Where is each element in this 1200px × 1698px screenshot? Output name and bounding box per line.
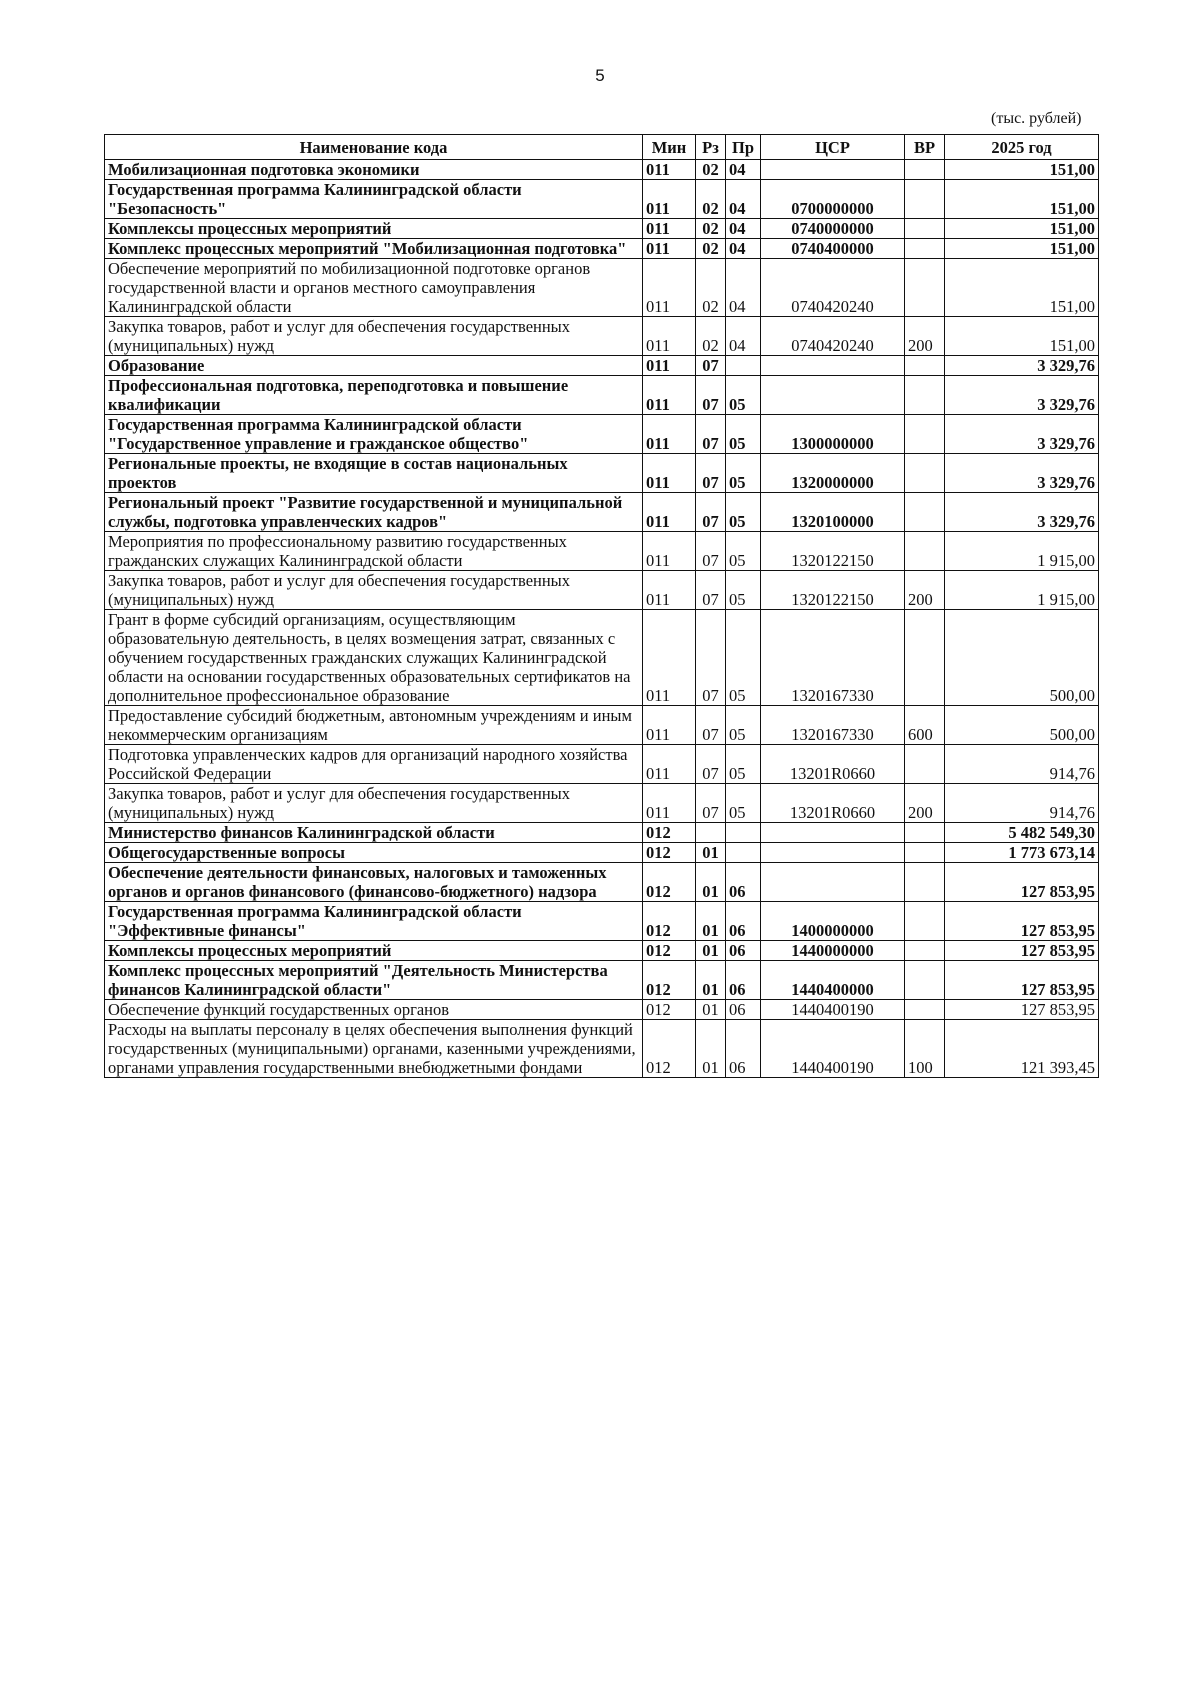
table-row [105,843,1099,863]
cell-min: 011 [643,493,696,532]
cell-vr [905,863,945,902]
cell-rz: 01 [696,961,726,1000]
cell-min: 011 [643,219,696,239]
table-row [105,941,1099,961]
cell-name: Образование [105,356,643,376]
table-header-row [105,135,1099,160]
cell-csr: 1320122150 [761,571,905,610]
cell-name: Комплексы процессных мероприятий [105,941,643,961]
cell-min: 012 [643,1000,696,1020]
cell-vr [905,356,945,376]
cell-vr [905,610,945,706]
table-row [105,219,1099,239]
table-body [105,160,1099,1078]
budget-table [104,134,1099,1078]
cell-vr [905,454,945,493]
cell-name: Закупка товаров, работ и услуг для обеспечения государственных (муниципальных) нужд [105,571,643,610]
cell-name: Подготовка управленческих кадров для организаций народного хозяйства Российской Федерации [105,745,643,784]
cell-name: Министерство финансов Калининградской области [105,823,643,843]
cell-csr: 1400000000 [761,902,905,941]
cell-amount: 127 853,95 [945,1000,1099,1020]
cell-pr: 05 [726,376,761,415]
table-row [105,317,1099,356]
cell-pr: 06 [726,1000,761,1020]
cell-rz: 01 [696,1020,726,1078]
cell-rz: 01 [696,1000,726,1020]
cell-csr: 1440400000 [761,961,905,1000]
cell-pr: 05 [726,745,761,784]
cell-vr: 200 [905,784,945,823]
cell-csr: 0740420240 [761,259,905,317]
cell-name: Мероприятия по профессиональному развитию государственных гражданских служащих Калининградской области [105,532,643,571]
cell-name: Грант в форме субсидий организациям, осуществляющим образовательную деятельность, в целях возмещения затрат, связанных с обучением государственных гражданских служащих Калининградской области на основании государственных образовательных сертификатов на дополнительное профессиональное образование [105,610,643,706]
cell-csr: 1300000000 [761,415,905,454]
cell-rz: 07 [696,493,726,532]
cell-rz: 07 [696,571,726,610]
cell-vr [905,843,945,863]
cell-min: 011 [643,415,696,454]
header-min: Мин [643,135,696,160]
cell-rz: 02 [696,239,726,259]
cell-rz: 01 [696,843,726,863]
cell-min: 012 [643,941,696,961]
cell-csr [761,160,905,180]
page-number: 5 [595,66,605,85]
cell-name: Комплексы процессных мероприятий [105,219,643,239]
cell-min: 012 [643,961,696,1000]
cell-rz: 07 [696,745,726,784]
table-row [105,902,1099,941]
cell-amount: 127 853,95 [945,902,1099,941]
cell-pr: 05 [726,706,761,745]
cell-name: Государственная программа Калининградской области "Безопасность" [105,180,643,219]
cell-min: 012 [643,863,696,902]
table-row [105,823,1099,843]
cell-csr: 1440400190 [761,1020,905,1078]
table-row [105,532,1099,571]
cell-name: Комплекс процессных мероприятий "Деятельность Министерства финансов Калининградской области" [105,961,643,1000]
table-row [105,784,1099,823]
cell-rz [696,823,726,843]
cell-name: Комплекс процессных мероприятий "Мобилизационная подготовка" [105,239,643,259]
cell-min: 011 [643,376,696,415]
cell-vr: 200 [905,571,945,610]
cell-pr: 05 [726,532,761,571]
cell-csr: 0700000000 [761,180,905,219]
cell-csr: 1320167330 [761,706,905,745]
cell-pr: 06 [726,941,761,961]
cell-pr: 05 [726,415,761,454]
cell-min: 011 [643,532,696,571]
table-row [105,454,1099,493]
cell-rz: 07 [696,532,726,571]
cell-min: 011 [643,610,696,706]
cell-pr: 04 [726,259,761,317]
cell-name: Региональный проект "Развитие государственной и муниципальной службы, подготовка управленческих кадров" [105,493,643,532]
cell-amount: 151,00 [945,259,1099,317]
cell-vr [905,259,945,317]
cell-csr: 1320000000 [761,454,905,493]
cell-csr [761,376,905,415]
cell-name: Государственная программа Калининградской области "Государственное управление и гражданское общество" [105,415,643,454]
cell-amount: 914,76 [945,745,1099,784]
cell-csr [761,863,905,902]
cell-name: Предоставление субсидий бюджетным, автономным учреждениям и иным некоммерческим организациям [105,706,643,745]
cell-vr: 200 [905,317,945,356]
cell-vr [905,239,945,259]
cell-pr: 04 [726,219,761,239]
cell-pr: 06 [726,1020,761,1078]
cell-name: Государственная программа Калининградской области "Эффективные финансы" [105,902,643,941]
cell-pr: 06 [726,902,761,941]
table-row [105,610,1099,706]
cell-pr [726,356,761,376]
cell-amount: 3 329,76 [945,454,1099,493]
cell-min: 011 [643,160,696,180]
cell-pr: 05 [726,610,761,706]
cell-min: 011 [643,454,696,493]
cell-csr: 1320122150 [761,532,905,571]
header-pr: Пр [726,135,761,160]
table-row [105,706,1099,745]
cell-amount: 3 329,76 [945,415,1099,454]
cell-amount: 151,00 [945,180,1099,219]
cell-pr: 04 [726,239,761,259]
table-row [105,961,1099,1000]
cell-pr: 05 [726,784,761,823]
cell-csr: 1320100000 [761,493,905,532]
cell-amount: 1 773 673,14 [945,843,1099,863]
cell-rz: 02 [696,317,726,356]
cell-name: Региональные проекты, не входящие в состав национальных проектов [105,454,643,493]
cell-csr [761,823,905,843]
cell-vr [905,376,945,415]
cell-min: 012 [643,823,696,843]
cell-rz: 07 [696,454,726,493]
cell-vr [905,823,945,843]
cell-min: 011 [643,239,696,259]
cell-csr: 13201R0660 [761,745,905,784]
cell-min: 011 [643,745,696,784]
cell-pr: 04 [726,317,761,356]
cell-amount: 3 329,76 [945,356,1099,376]
cell-rz: 02 [696,160,726,180]
cell-vr [905,180,945,219]
cell-vr [905,415,945,454]
cell-min: 011 [643,571,696,610]
cell-vr: 600 [905,706,945,745]
cell-amount: 127 853,95 [945,863,1099,902]
table-row [105,160,1099,180]
cell-pr: 06 [726,961,761,1000]
cell-pr: 06 [726,863,761,902]
cell-vr: 100 [905,1020,945,1078]
header-name: Наименование кода [105,135,643,160]
cell-min: 011 [643,259,696,317]
table-row [105,571,1099,610]
table-row [105,415,1099,454]
cell-vr [905,941,945,961]
units-label: (тыс. рублей) [991,110,1082,127]
cell-csr [761,843,905,863]
cell-name: Общегосударственные вопросы [105,843,643,863]
header-csr: ЦСР [761,135,905,160]
cell-amount: 5 482 549,30 [945,823,1099,843]
cell-pr: 04 [726,180,761,219]
cell-amount: 500,00 [945,610,1099,706]
cell-rz: 01 [696,941,726,961]
table-row [105,745,1099,784]
cell-pr: 04 [726,160,761,180]
cell-csr: 1320167330 [761,610,905,706]
cell-vr [905,1000,945,1020]
cell-name: Обеспечение мероприятий по мобилизационной подготовке органов государственной власти и органов местного самоуправления Калининградской области [105,259,643,317]
cell-amount: 151,00 [945,219,1099,239]
cell-vr [905,902,945,941]
cell-name: Обеспечение деятельности финансовых, налоговых и таможенных органов и органов финансового (финансово-бюджетного) надзора [105,863,643,902]
cell-csr: 0740400000 [761,239,905,259]
cell-amount: 3 329,76 [945,493,1099,532]
cell-amount: 1 915,00 [945,532,1099,571]
cell-vr [905,160,945,180]
cell-vr [905,493,945,532]
cell-amount: 3 329,76 [945,376,1099,415]
cell-min: 011 [643,706,696,745]
cell-amount: 1 915,00 [945,571,1099,610]
cell-rz: 07 [696,415,726,454]
cell-min: 012 [643,843,696,863]
cell-pr: 05 [726,571,761,610]
table-row [105,356,1099,376]
table-row [105,376,1099,415]
header-rz: Рз [696,135,726,160]
cell-rz: 02 [696,219,726,239]
cell-rz: 07 [696,784,726,823]
cell-name: Закупка товаров, работ и услуг для обеспечения государственных (муниципальных) нужд [105,317,643,356]
table-row [105,1020,1099,1078]
cell-amount: 127 853,95 [945,941,1099,961]
cell-min: 012 [643,1020,696,1078]
cell-name: Закупка товаров, работ и услуг для обеспечения государственных (муниципальных) нужд [105,784,643,823]
cell-csr: 13201R0660 [761,784,905,823]
cell-csr: 1440400190 [761,1000,905,1020]
table-row [105,863,1099,902]
cell-csr: 0740420240 [761,317,905,356]
table-row [105,180,1099,219]
cell-csr: 1440000000 [761,941,905,961]
cell-name: Профессиональная подготовка, переподготовка и повышение квалификации [105,376,643,415]
cell-vr [905,745,945,784]
cell-vr [905,532,945,571]
cell-min: 011 [643,317,696,356]
cell-amount: 500,00 [945,706,1099,745]
cell-name: Расходы на выплаты персоналу в целях обеспечения выполнения функций государственных (муниципальными) органами, казенными учреждениями, органами управления государственными внебюджетными фондами [105,1020,643,1078]
cell-rz: 07 [696,376,726,415]
cell-rz: 02 [696,259,726,317]
cell-csr: 0740000000 [761,219,905,239]
table-row [105,1000,1099,1020]
cell-pr [726,843,761,863]
cell-pr: 05 [726,454,761,493]
cell-min: 012 [643,902,696,941]
table-row [105,259,1099,317]
cell-amount: 151,00 [945,239,1099,259]
cell-min: 011 [643,180,696,219]
cell-amount: 914,76 [945,784,1099,823]
cell-csr [761,356,905,376]
table-row [105,239,1099,259]
cell-pr [726,823,761,843]
cell-rz: 02 [696,180,726,219]
cell-min: 011 [643,784,696,823]
header-amount: 2025 год [945,135,1099,160]
cell-amount: 127 853,95 [945,961,1099,1000]
cell-pr: 05 [726,493,761,532]
cell-amount: 121 393,45 [945,1020,1099,1078]
cell-amount: 151,00 [945,317,1099,356]
cell-min: 011 [643,356,696,376]
cell-vr [905,219,945,239]
table-row [105,493,1099,532]
cell-rz: 07 [696,356,726,376]
cell-rz: 01 [696,902,726,941]
header-vr: ВР [905,135,945,160]
cell-vr [905,961,945,1000]
cell-name: Мобилизационная подготовка экономики [105,160,643,180]
cell-rz: 07 [696,610,726,706]
cell-name: Обеспечение функций государственных органов [105,1000,643,1020]
cell-amount: 151,00 [945,160,1099,180]
cell-rz: 01 [696,863,726,902]
cell-rz: 07 [696,706,726,745]
